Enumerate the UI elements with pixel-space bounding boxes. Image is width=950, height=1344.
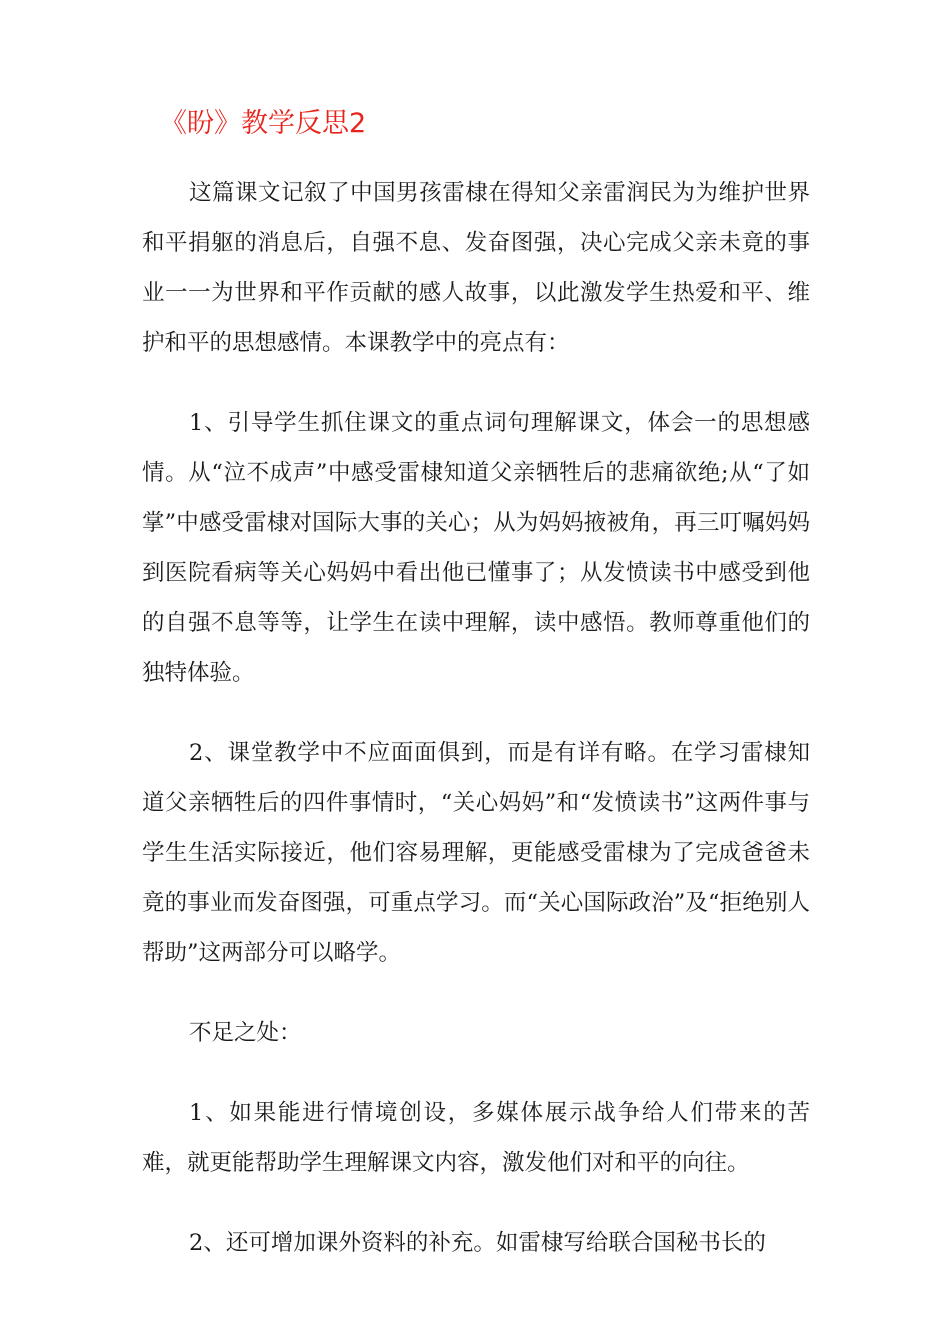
document-body <box>142 168 810 1298</box>
paragraph-shortcomings-heading: 不足之处： <box>189 1020 302 1046</box>
paragraph-shortcoming-1: 1、如果能进行情境创设，多媒体展示战争给人们带来的苦难，就更能帮助学生理解课文内容，激发他们对和平的向往。 <box>142 1100 810 1176</box>
paragraph-highlight-1: 1、引导学生抓住课文的重点词句理解课文，体会一的思想感情。从“泣不成声”中感受雷棣知道父亲牺牲后的悲痛欲绝;从“了如掌”中感受雷棣对国际大事的关心；从为妈妈掖被角，再三叮嘱妈妈到医院看病等关心妈妈中看出他已懂事了；从发愤读书中感受到他的自强不息等等，让学生在读中理解，读中感悟。教师尊重他们的独特体验。 <box>142 410 810 686</box>
document-title: 《盼》教学反思2 <box>160 108 367 139</box>
paragraph-shortcoming-2: 2、还可增加课外资料的补充。如雷棣写给联合国秘书长的 <box>189 1230 766 1256</box>
paragraph-intro: 这篇课文记叙了中国男孩雷棣在得知父亲雷润民为为维护世界和平捐躯的消息后，自强不息、发奋图强，决心完成父亲未竟的事业一一为世界和平作贡献的感人故事，以此激发学生热爱和平、维护和平的思想感情。本课教学中的亮点有： <box>142 180 810 356</box>
paragraph-highlight-2: 2、课堂教学中不应面面俱到，而是有详有略。在学习雷棣知道父亲牺牲后的四件事情时，“关心妈妈”和“发愤读书”这两件事与学生生活实际接近，他们容易理解，更能感受雷棣为了完成爸爸未竟的事业而发奋图强，可重点学习。而“关心国际政治”及“拒绝别人帮助”这两部分可以略学。 <box>142 740 810 966</box>
